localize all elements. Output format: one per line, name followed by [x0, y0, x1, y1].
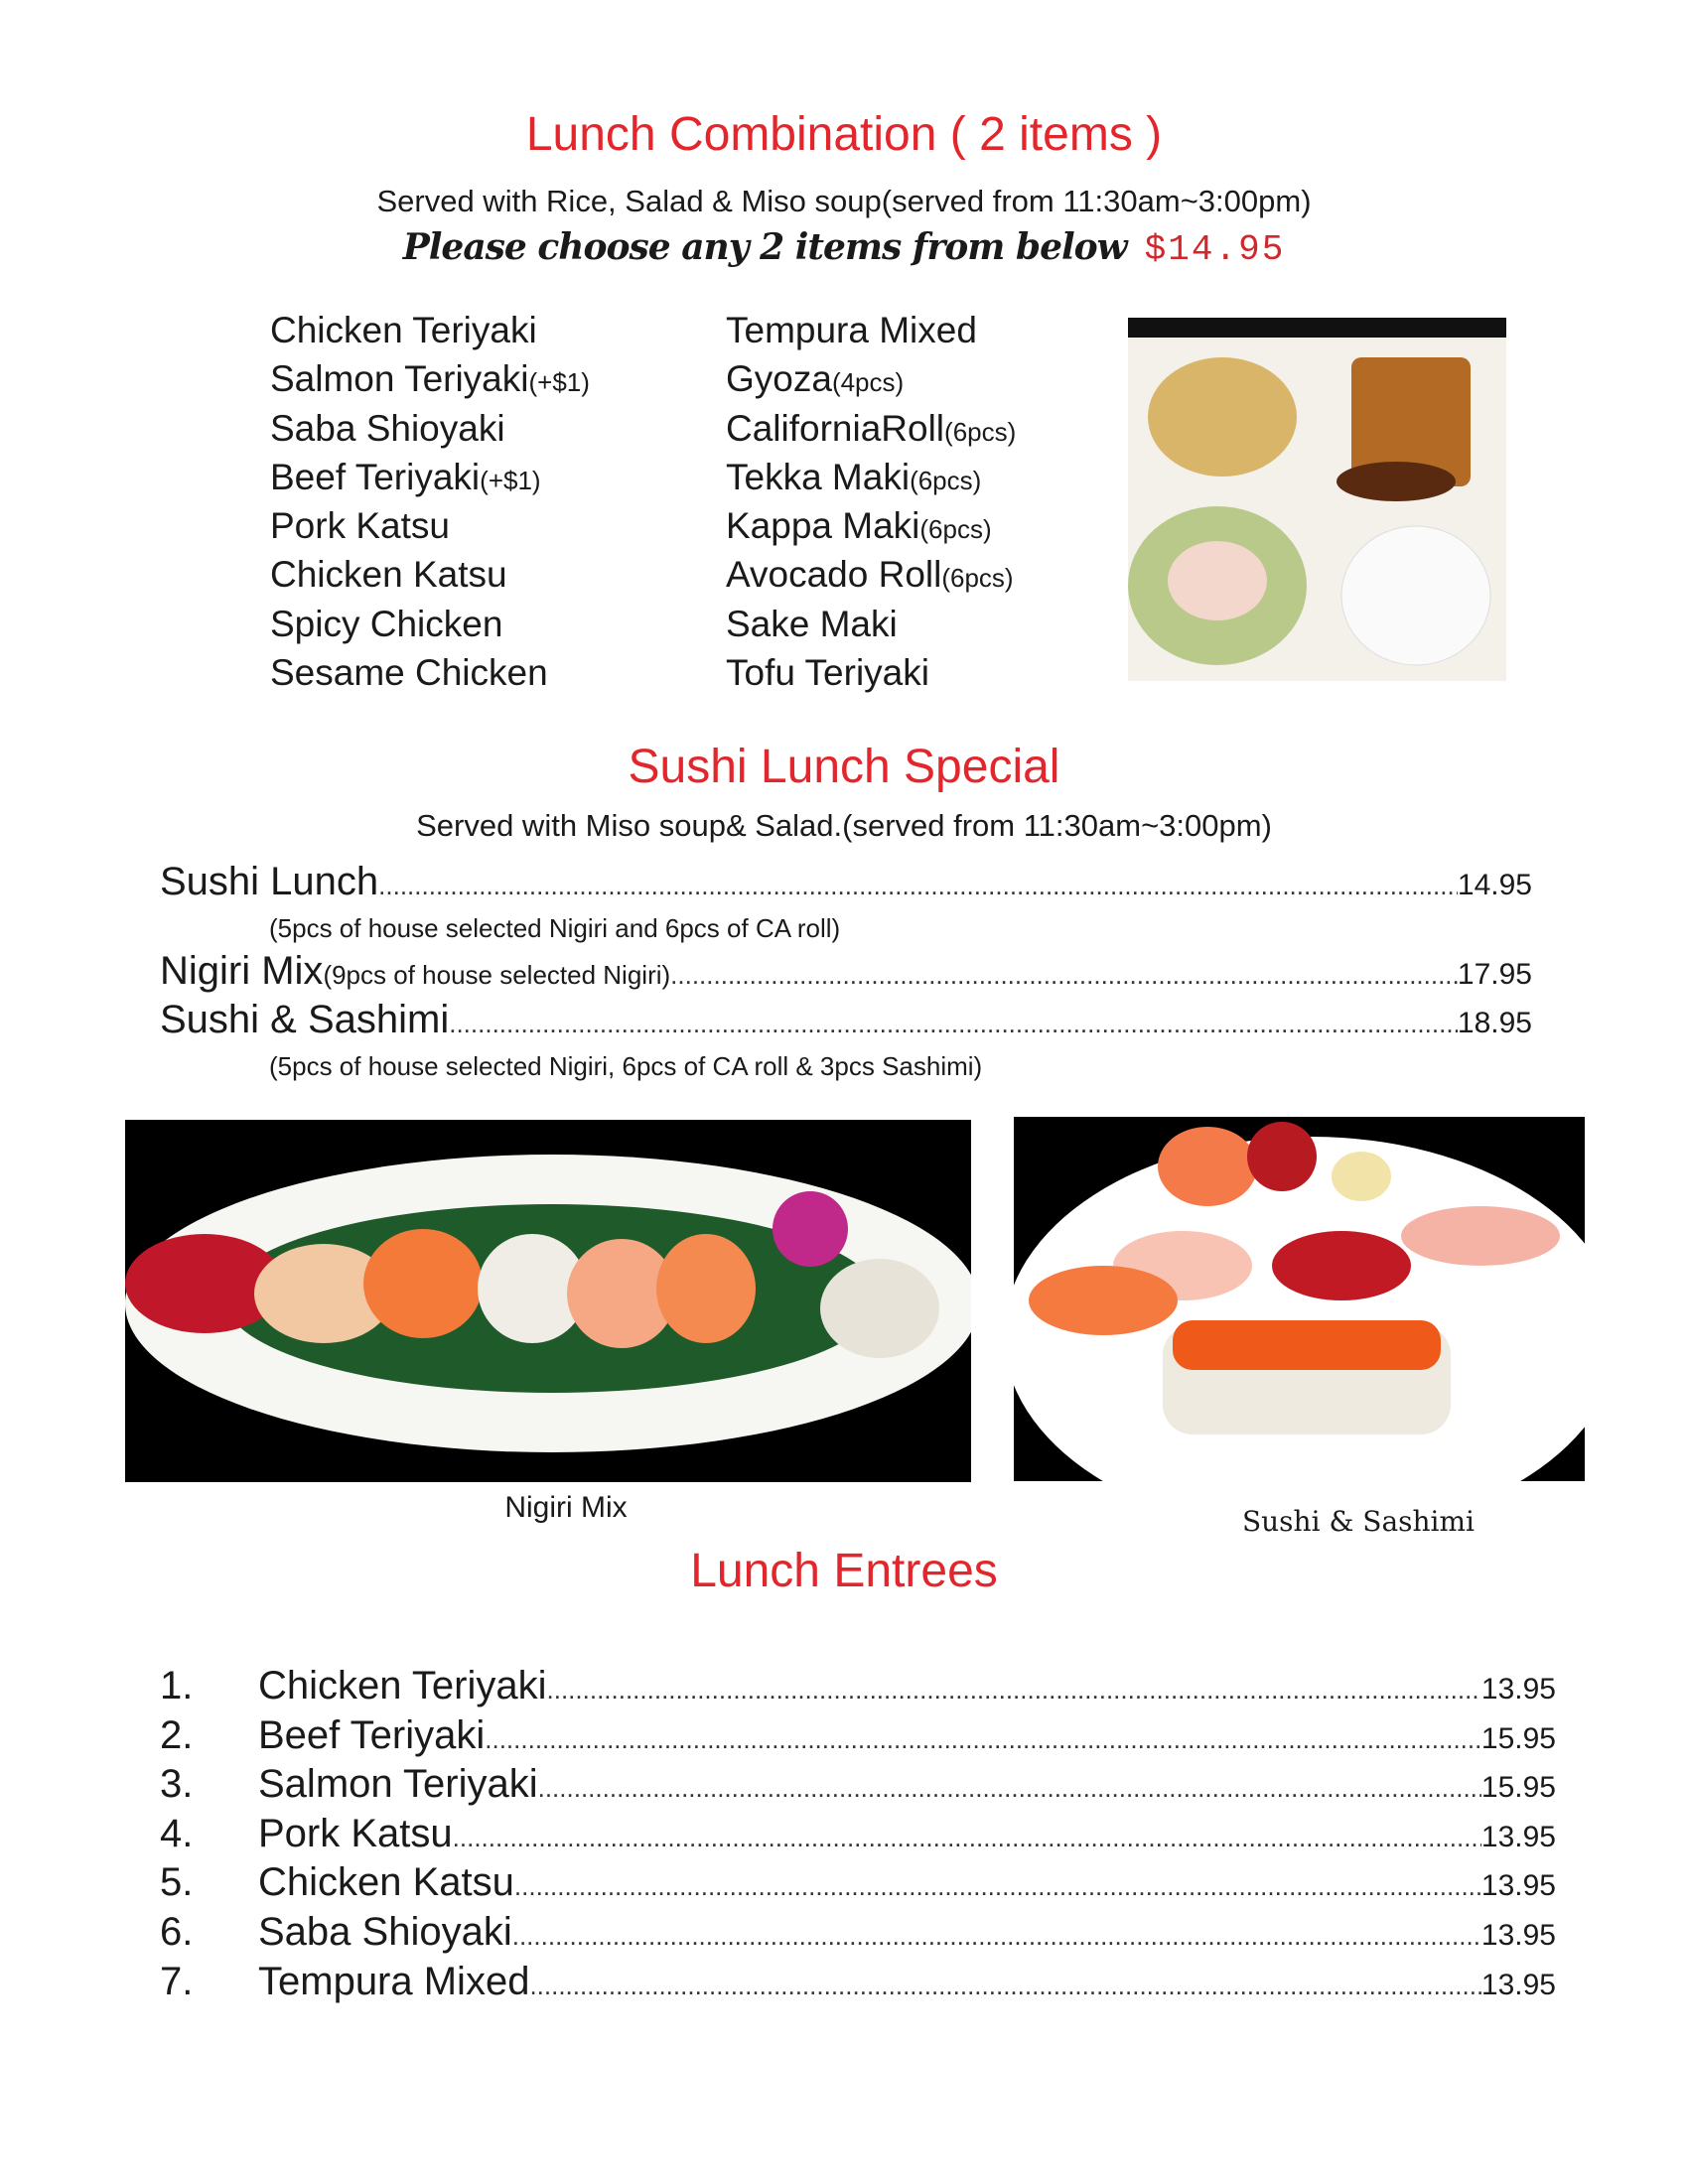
sushi-item-row [160, 998, 1532, 1042]
sushi-item-row [160, 860, 1532, 904]
combo-item: Chicken Teriyaki [270, 310, 537, 350]
lunch-combination-title: Lunch Combination ( 2 items ) [525, 108, 1163, 161]
entree-row: 3. Salmon Teriyaki ..... 15.95 [160, 1762, 1556, 1812]
sushi-lunch-special-title: Sushi Lunch Special [628, 741, 1060, 793]
nigiri-mix-caption: Nigiri Mix [504, 1491, 628, 1524]
sushi-sashimi-art [1014, 1117, 1585, 1481]
sushi-lunch-subtitle: Served with Miso soup& Salad.(served from 11:30am~3:00pm) [416, 808, 1272, 843]
combo-item: Beef Teriyaki(+$1) [270, 456, 541, 497]
entree-row: 2. Beef Teriyaki ..... 15.95 [160, 1713, 1556, 1763]
item-price: 18.95 [1457, 1007, 1532, 1039]
dot-leader [378, 871, 1458, 901]
sushi-sashimi-caption: Sushi & Sashimi [1241, 1505, 1476, 1538]
item-name: Sushi & Sashimi [160, 998, 450, 1041]
entree-row: 6. Saba Shioyaki ..... 13.95 [160, 1910, 1556, 1960]
item-name: Sushi Lunch [160, 860, 379, 903]
combo-item: Chicken Katsu [270, 554, 507, 596]
combo-item: Spicy Chicken [270, 603, 503, 644]
lunch-combination-subtitle: Served with Rice, Salad & Miso soup(served from 11:30am~3:00pm) [376, 184, 1312, 218]
item-note: (5pcs of house selected Nigiri, 6pcs of CA roll & 3pcs Sashimi) [269, 1051, 983, 1081]
entree-row: 5. Chicken Katsu ..... 13.95 [160, 1860, 1556, 1910]
combo-right-list [726, 308, 1016, 699]
combo-item: Gyoza(4pcs) [726, 358, 905, 400]
combo-item: Saba Shioyaki [270, 407, 505, 449]
sushi-item-row [160, 949, 1532, 994]
entree-row: 1. Chicken Teriyaki ..... 13.95 [160, 1664, 1556, 1713]
item-price: 17.95 [1457, 958, 1532, 991]
choose-line [0, 226, 1688, 270]
combo-item: Sake Maki [726, 603, 898, 644]
combo-item: Tempura Mixed [726, 310, 977, 350]
combo-item: Pork Katsu [270, 505, 450, 547]
item-price: 14.95 [1457, 869, 1532, 901]
choose-text: Please choose any 2 items from below [402, 226, 1127, 268]
lunch-entrees-title: Lunch Entrees [690, 1545, 998, 1597]
entrees-list [160, 1664, 1556, 2008]
combination-price: $14.95 [1144, 229, 1286, 270]
item-name: Nigiri Mix(9pcs of house selected Nigiri) [160, 949, 671, 993]
sushi-sashimi-photo [1014, 1117, 1585, 1481]
combo-item: Tofu Teriyaki [726, 652, 929, 694]
entree-row: 7. Tempura Mixed ..... 13.95 [160, 1960, 1556, 2009]
combination-photo-art [1128, 318, 1506, 681]
combo-item: CaliforniaRoll(6pcs) [726, 407, 1017, 449]
combo-item: Tekka Maki(6pcs) [726, 456, 982, 497]
combination-photo [1128, 318, 1506, 681]
combo-item: Sesame Chicken [270, 652, 548, 694]
entree-row: 4. Pork Katsu ..... 13.95 [160, 1812, 1556, 1861]
dot-leader [670, 960, 1458, 991]
item-note: (5pcs of house selected Nigiri and 6pcs of CA roll) [269, 913, 841, 943]
nigiri-mix-art [125, 1120, 971, 1482]
combo-item: Salmon Teriyaki(+$1) [270, 358, 590, 400]
combo-item: Avocado Roll(6pcs) [726, 554, 1014, 596]
combo-item: Kappa Maki(6pcs) [726, 505, 992, 547]
combo-left-list [270, 308, 590, 699]
dot-leader [449, 1009, 1458, 1039]
nigiri-mix-photo [125, 1120, 971, 1482]
